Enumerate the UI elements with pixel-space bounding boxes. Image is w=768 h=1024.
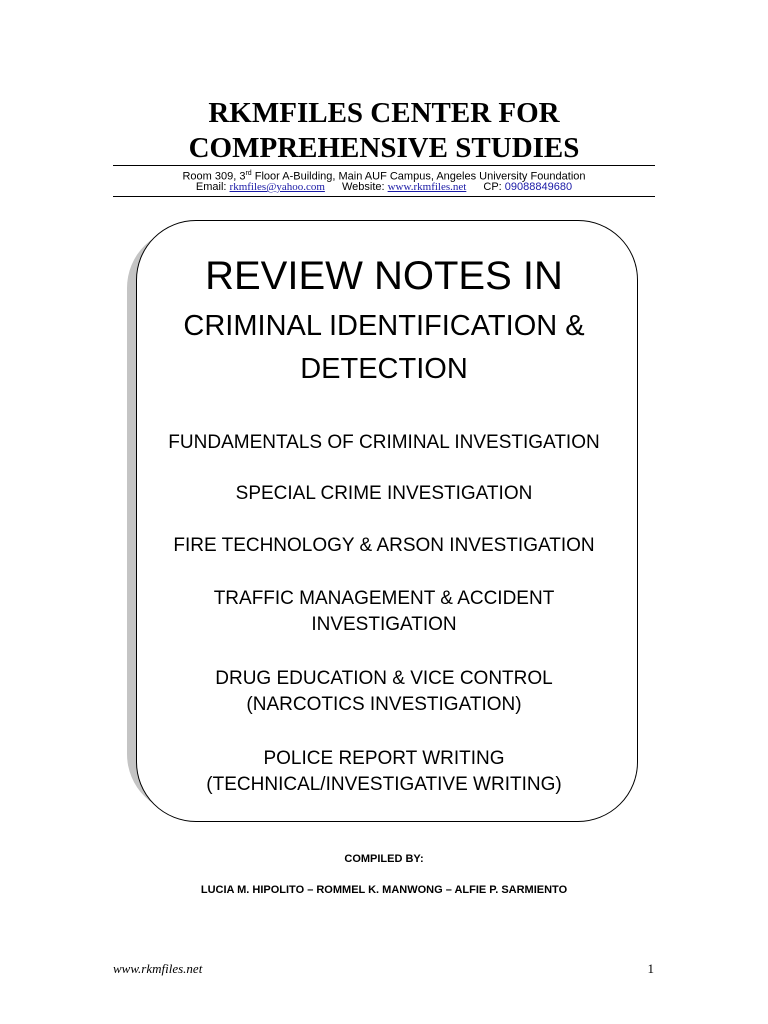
authors-line: LUCIA M. HIPOLITO – ROMMEL K. MANWONG – ALFIE P. SARMIENTO (200, 884, 568, 896)
org-name-line1: RKMFILES CENTER FOR (208, 97, 560, 129)
cp-number: 09088849680 (504, 181, 573, 193)
review-heading: REVIEW NOTES IN (205, 254, 563, 298)
email-link[interactable]: rkmfiles@yahoo.com (229, 181, 325, 193)
header-rule-top (113, 165, 655, 166)
compiled-by-label: COMPILED BY: (344, 853, 424, 865)
topic-fundamentals: FUNDAMENTALS OF CRIMINAL INVESTIGATION (168, 432, 600, 453)
email-label: Email: (195, 181, 227, 193)
topic-traffic-line2: INVESTIGATION (311, 614, 457, 635)
footer-website: www.rkmfiles.net (113, 961, 203, 976)
topic-drug-line1: DRUG EDUCATION & VICE CONTROL (215, 668, 553, 689)
website-link[interactable]: www.rkmfiles.net (387, 181, 467, 193)
topic-fire-technology: FIRE TECHNOLOGY & ARSON INVESTIGATION (173, 535, 595, 556)
topic-special-crime: SPECIAL CRIME INVESTIGATION (235, 483, 533, 504)
subject-title-line1: CRIMINAL IDENTIFICATION & (183, 310, 585, 342)
org-name-line2: COMPREHENSIVE STUDIES (188, 132, 580, 164)
contact-line (0, 180, 768, 194)
topic-report-line1: POLICE REPORT WRITING (263, 748, 505, 769)
address-pre: Room 309, 3 (182, 170, 246, 183)
address-post: Floor A-Building, Main AUF Campus, Angeles University Foundation (251, 170, 586, 183)
topic-drug-line2: (NARCOTICS INVESTIGATION) (246, 694, 522, 715)
cp-label: CP: (483, 181, 502, 193)
address-sup: rd (245, 170, 252, 177)
page-number: 1 (647, 961, 654, 976)
subject-title-line2: DETECTION (300, 353, 468, 385)
header-rule-bottom (113, 196, 655, 197)
topic-traffic-line1: TRAFFIC MANAGEMENT & ACCIDENT (213, 588, 555, 609)
website-label: Website: (341, 181, 385, 193)
topic-report-line2: (TECHNICAL/INVESTIGATIVE WRITING) (206, 774, 562, 795)
